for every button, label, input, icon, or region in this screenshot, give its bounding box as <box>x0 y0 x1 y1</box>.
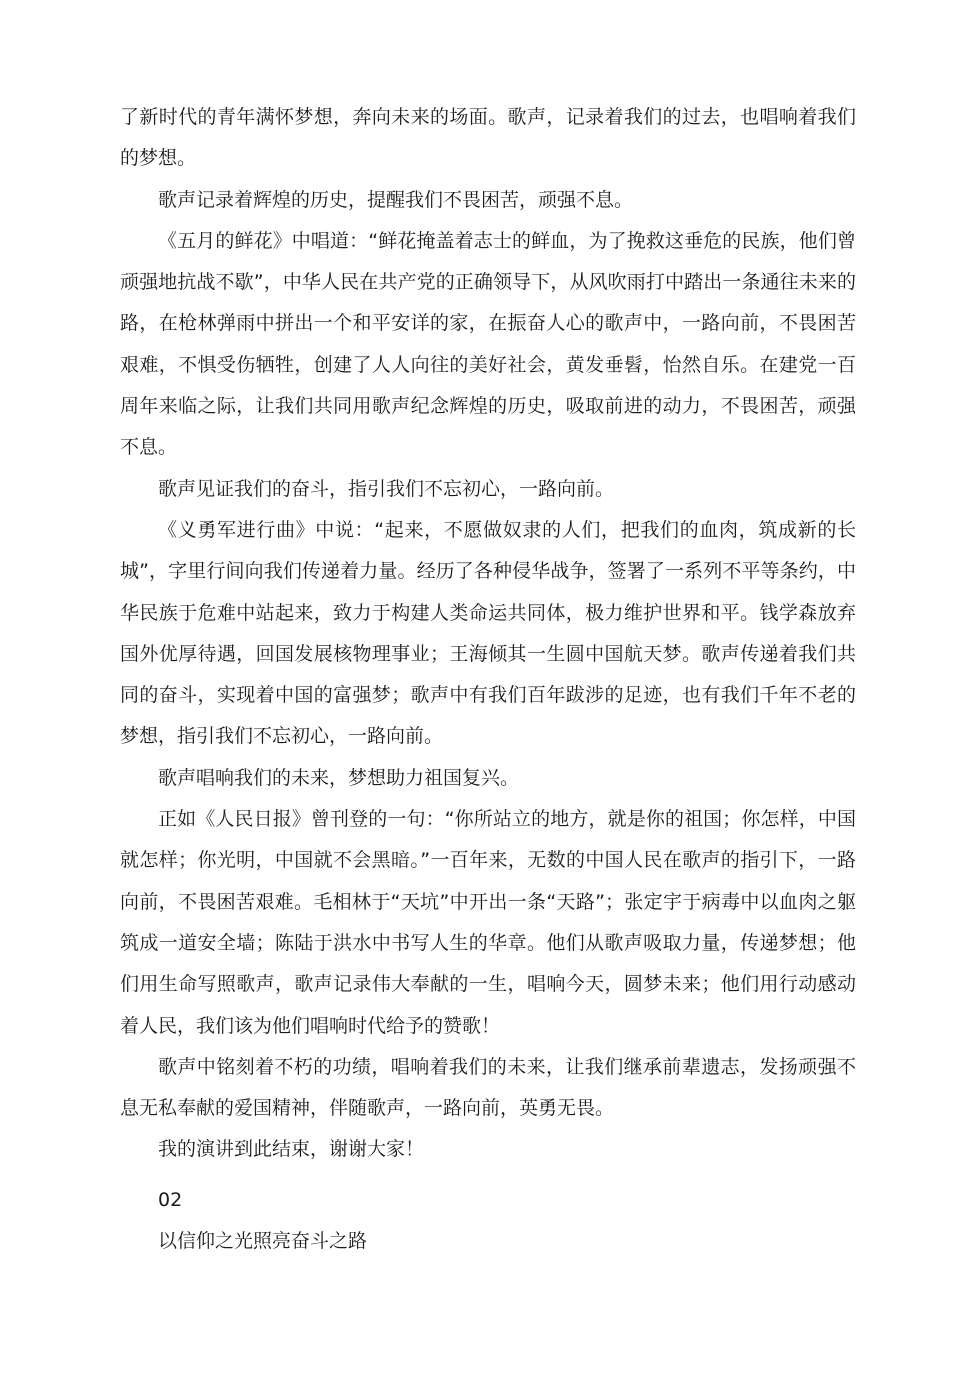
paragraph-history-heading: 歌声记录着辉煌的历史，提醒我们不畏困苦，顽强不息。 <box>158 188 634 211</box>
paragraph-struggle-heading: 歌声见证我们的奋斗，指引我们不忘初心，一路向前。 <box>158 477 615 500</box>
speech-body <box>120 97 856 1171</box>
paragraph-closing: 我的演讲到此结束，谢谢大家！ <box>158 1138 425 1161</box>
paragraph-may-flowers: 《五月的鲜花》中唱道：“鲜花掩盖着志士的鲜血，为了挽救这垂危的民族，他们曾顽强地抗战不歇”，中华人民在共产党的正确领导下，从风吹雨打中踏出一条通往未来的路，在枪林弹雨中拼出一个和平安详的家，在振奋人心的歌声中，一路向前，不畏困苦艰难，不惧受伤牺牲，创建了人人向往的美好社会，黄发垂髫，怡然自乐。在建党一百周年来临之际，让我们共同用歌声纪念辉煌的历史，吸取前进的动力，不畏困苦，顽强不息。 <box>120 229 856 459</box>
section-number: 02 <box>158 1189 183 1211</box>
paragraph-future-heading: 歌声唱响我们的未来，梦想助力祖国复兴。 <box>158 766 520 789</box>
paragraph-continuation: 了新时代的青年满怀梦想，奔向未来的场面。歌声，记录着我们的过去，也唱响着我们的梦想。 <box>120 106 856 170</box>
paragraph-conclusion: 歌声中铭刻着不朽的功绩，唱响着我们的未来，让我们继承前辈遗志，发扬顽强不息无私奉献的爱国精神，伴随歌声，一路向前，英勇无畏。 <box>120 1055 856 1120</box>
paragraph-peoples-daily: 正如《人民日报》曾刊登的一句：“你所站立的地方，就是你的祖国；你怎样，中国就怎样；你光明，中国就不会黑暗。”一百年来，无数的中国人民在歌声的指引下，一路向前，不畏困苦艰难。毛相林于“天坑”中开出一条“天路”；张定宇于病毒中以血肉之躯筑成一道安全墙；陈陆于洪水中书写人生的华章。他们从歌声吸取力量，传递梦想；他们用生命写照歌声，歌声记录伟大奉献的一生，唱响今天，圆梦未来；他们用行动感动着人民，我们该为他们唱响时代给予的赞歌！ <box>120 808 856 1037</box>
paragraph-march-volunteers: 《义勇军进行曲》中说：“起来，不愿做奴隶的人们，把我们的血肉，筑成新的长城”，字里行间向我们传递着力量。经历了各种侵华战争，签署了一系列不平等条约，中华民族于危难中站起来，致力于构建人类命运共同体，极力维护世界和平。钱学森放弃国外优厚待遇，回国发展核物理事业；王海倾其一生圆中国航天梦。歌声传递着我们共同的奋斗，实现着中国的富强梦；歌声中有我们百年跋涉的足迹，也有我们千年不老的梦想，指引我们不忘初心，一路向前。 <box>120 518 856 748</box>
section-title: 以信仰之光照亮奋斗之路 <box>158 1230 368 1252</box>
